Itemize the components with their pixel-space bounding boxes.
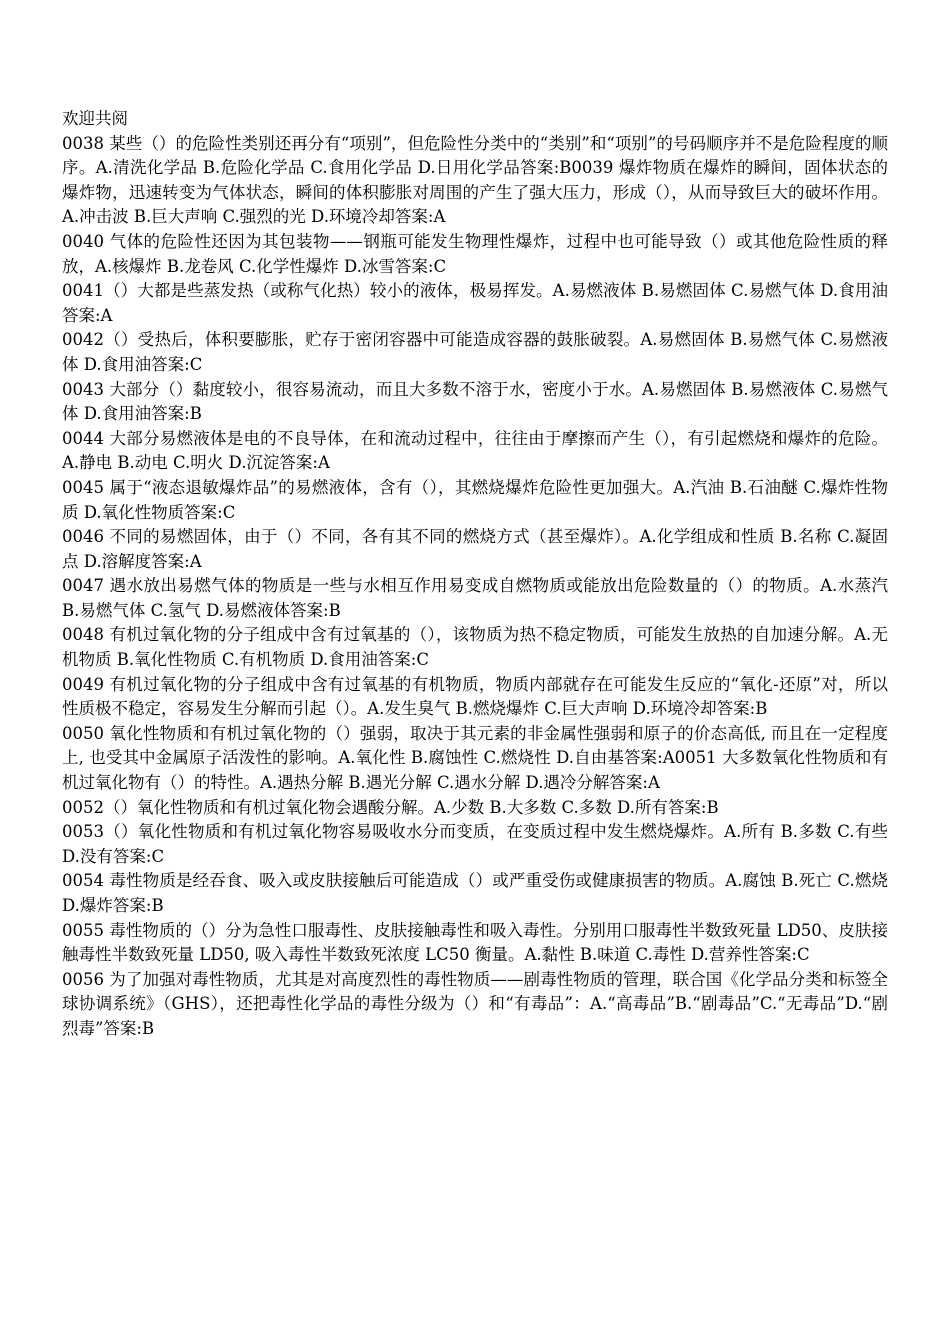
question-paragraph-0054: 0054 毒性物质是经吞食、吸入或皮肤接触后可能造成（）或严重受伤或健康损害的物质。A.腐蚀 B.死亡 C.燃烧 D.爆炸答案:B: [62, 871, 888, 915]
question-paragraph-0043: 0043 大部分（）黏度较小，很容易流动，而且大多数不溶于水，密度小于水。A.易燃固体 B.易燃液体 C.易燃气体 D.食用油答案:B: [62, 379, 888, 424]
question-paragraph-0056: 0056 为了加强对毒性物质，尤其是对高度烈性的毒性物质——剧毒性物质的管理，联合国《化学品分类和标签全球协调系统》（GHS），还把毒性化学品的毒性分级为（）和“有毒品”：A.“高毒品”B.“剧毒品”C.“无毒品”D.“剧烈毒”答案:B: [62, 969, 888, 1038]
question-paragraph-0042: 0042（）受热后，体积要膨胀，贮存于密闭容器中可能造成容器的鼓胀破裂。A.易燃固体 B.易燃气体 C.易燃液体 D.食用油答案:C: [62, 330, 888, 374]
question-paragraph-0048: 0048 有机过氧化物的分子组成中含有过氧基的（），该物质为热不稳定物质，可能发生放热的自加速分解。A.无机物质 B.氧化性物质 C.有机物质 D.食用油答案:C: [62, 625, 888, 670]
question-paragraph-0053: 0053（）氧化性物质和有机过氧化物容易吸收水分而变质，在变质过程中发生燃烧爆炸。A.所有 B.多数 C.有些 D.没有答案:C: [62, 822, 888, 866]
question-paragraph-0050: 0050 氧化性物质和有机过氧化物的（）强弱，取决于其元素的非金属性强弱和原子的价态高低, 而且在一定程度上, 也受其中金属原子活泼性的影响。A.氧化性 B.腐蚀性 C.燃烧性 D.自由基答案:A0051 大多数氧化性物质和有机过氧化物有（）的特性。A.遇热分解 B.遇光分解 C.遇水分解 D.遇冷分解答案:A: [62, 723, 888, 793]
question-paragraph-0055: 0055 毒性物质的（）分为急性口服毒性、皮肤接触毒性和吸入毒性。分别用口服毒性半数致死量 LD50、皮肤接触毒性半数致死量 LD50, 吸入毒性半数致死浓度 LC50 衡量。A.黏性 B.味道 C.毒性 D.营养性答案:C: [62, 920, 888, 965]
question-paragraph-0040: 0040 气体的危险性还因为其包装物——钢瓶可能发生物理性爆炸，过程中也可能导致（）或其他危险性质的释放，A.核爆炸 B.龙卷风 C.化学性爆炸 D.冰雪答案:C: [62, 231, 888, 276]
question-paragraph-0049: 0049 有机过氧化物的分子组成中含有过氧基的有机物质，物质内部就存在可能发生反应的“氧化-还原”对，所以性质极不稳定，容易发生分解而引起（）。A.发生臭气 B.燃烧爆炸 C.巨大声响 D.环境冷却答案:B: [62, 674, 888, 719]
question-paragraph-0038: 0038 某些（）的危险性类别还再分有“项别”，但危险性分类中的“类别”和“项别”的号码顺序并不是危险程度的顺序。A.清洗化学品 B.危险化学品 C.食用化学品 D.日用化学品答案:B0039 爆炸物质在爆炸的瞬间，固体状态的爆炸物，迅速转变为气体状态，瞬间的体积膨胀对周围的产生了强大压力，形成（），从而导致巨大的破坏作用。A.冲击波 B.巨大声响 C.强烈的光 D.环境冷却答案:A: [62, 133, 888, 227]
document-body: [62, 107, 888, 1042]
question-paragraph-0044: 0044 大部分易燃液体是电的不良导体，在和流动过程中，往往由于摩擦而产生（），有引起燃烧和爆炸的危险。A.静电 B.动电 C.明火 D.沉淀答案:A: [62, 428, 888, 473]
question-paragraph-0052: 0052（）氧化性物质和有机过氧化物会遇酸分解。A.少数 B.大多数 C.多数 D.所有答案:B: [62, 797, 719, 817]
question-paragraph-0041: 0041（）大都是些蒸发热（或称气化热）较小的液体，极易挥发。A.易燃液体 B.易燃固体 C.易燃气体 D.食用油答案:A: [62, 281, 888, 325]
page-header-text: 欢迎共阅: [62, 109, 128, 128]
question-paragraph-0047: 0047 遇水放出易燃气体的物质是一些与水相互作用易变成自燃物质或能放出危险数量的（）的物质。A.水蒸汽 B.易燃气体 C.氢气 D.易燃液体答案:B: [62, 576, 888, 620]
question-paragraph-0045: 0045 属于“液态退敏爆炸品”的易燃液体，含有（），其燃烧爆炸危险性更加强大。A.汽油 B.石油醚 C.爆炸性物质 D.氧化性物质答案:C: [62, 477, 888, 522]
question-paragraph-0046: 0046 不同的易燃固体，由于（）不同，各有其不同的燃烧方式（甚至爆炸）。A.化学组成和性质 B.名称 C.凝固点 D.溶解度答案:A: [62, 527, 888, 571]
